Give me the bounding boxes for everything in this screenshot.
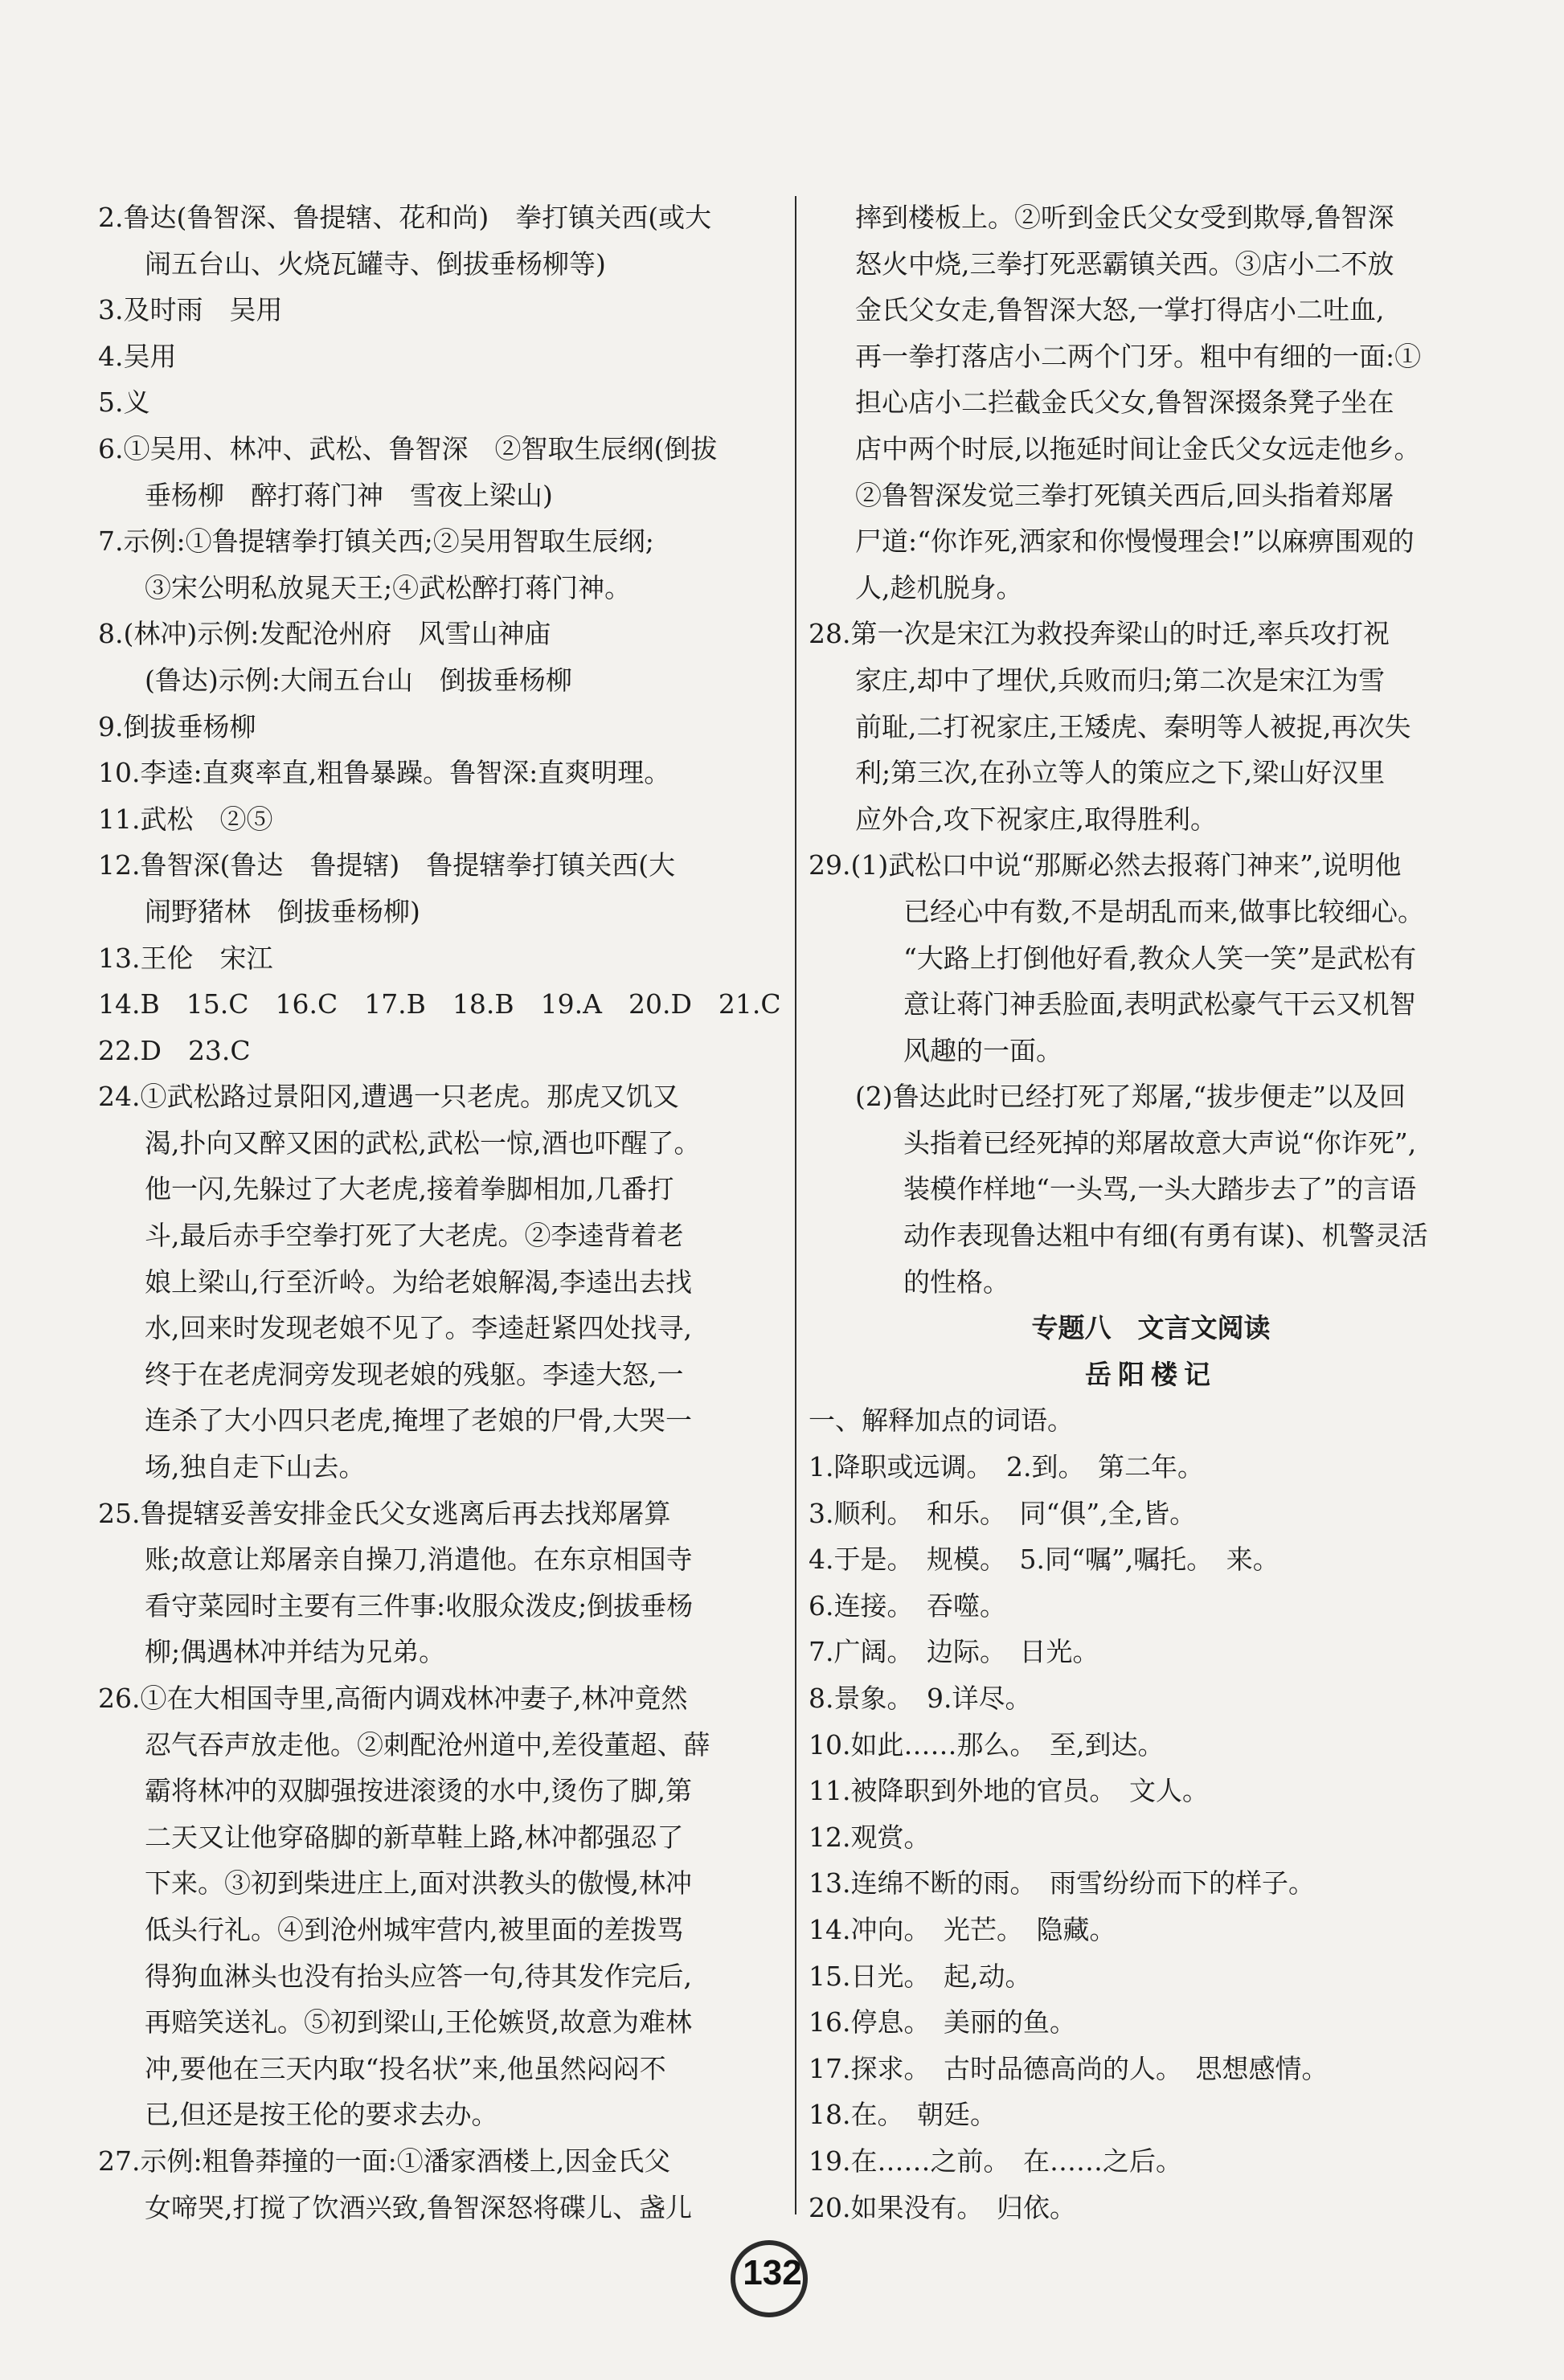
text-line: 账;故意让郑屠亲自操刀,消遣他。在东京相国寺 — [145, 1544, 693, 1576]
text-line: 3.顺利。 和乐。 同“俱”,全,皆。 — [809, 1497, 1197, 1529]
text-line: 看守菜园时主要有三件事:收服众泼皮;倒拔垂杨 — [145, 1589, 694, 1621]
text-line: 闹野猪林 倒拔垂杨柳) — [145, 895, 420, 927]
text-line: 霸将林冲的双脚强按进滚烫的水中,烫伤了脚,第 — [145, 1775, 692, 1807]
text-line: 13.连绵不断的雨。 雨雪纷纷而下的样子。 — [809, 1867, 1315, 1900]
text-line: 的性格。 — [903, 1266, 1009, 1298]
text-line: 7.广阔。 边际。 日光。 — [809, 1636, 1099, 1668]
text-line: 头指着已经死掉的郑屠故意大声说“你诈死”, — [903, 1127, 1417, 1159]
text-line: 家庄,却中了埋伏,兵败而归;第二次是宋江为雪 — [855, 664, 1386, 696]
text-line: 17.探求。 古时品德高尚的人。 思想感情。 — [809, 2052, 1329, 2084]
text-line: 11.被降职到外地的官员。 文人。 — [809, 1775, 1209, 1807]
text-line: 10.李逵:直爽率直,粗鲁暴躁。鲁智深:直爽明理。 — [98, 757, 671, 789]
text-line: 应外合,攻下祝家庄,取得胜利。 — [855, 803, 1217, 835]
text-line: 16.停息。 美丽的鱼。 — [809, 2006, 1076, 2039]
text-line: 25.鲁提辖妥善安排金氏父女逃离后再去找郑屠算 — [98, 1497, 671, 1529]
text-line: 再一拳打落店小二两个门牙。粗中有细的一面:① — [855, 340, 1422, 372]
right-column — [809, 194, 1493, 2231]
text-line: 一、解释加点的词语。 — [809, 1405, 1074, 1437]
text-line: 得狗血淋头也没有抬头应答一句,待其发作完后, — [145, 1960, 692, 1992]
text-line: 10.如此……那么。 至,到达。 — [809, 1728, 1165, 1760]
text-line: 斗,最后赤手空拳打死了大老虎。②李逵背着老 — [145, 1220, 684, 1252]
text-line: (鲁达)示例:大闹五台山 倒拔垂杨柳 — [145, 664, 572, 696]
text-line: 忍气吞声放走他。②刺配沧州道中,差役董超、薛 — [145, 1728, 710, 1760]
text-line: 尸道:“你诈死,洒家和你慢慢理会!”以麻痹围观的 — [855, 525, 1415, 558]
text-line: 24.①武松路过景阳冈,遭遇一只老虎。那虎又饥又 — [98, 1081, 679, 1113]
text-line: 下来。③初到柴进庄上,面对洪教头的傲慢,林冲 — [145, 1867, 692, 1900]
text-line: 19.在……之前。 在……之后。 — [809, 2145, 1182, 2177]
text-line: 22.D 23.C — [98, 1034, 251, 1066]
text-line: 柳;偶遇林冲并结为兄弟。 — [145, 1636, 446, 1668]
section-heading: 岳阳楼记 — [1085, 1358, 1217, 1390]
text-line: 风趣的一面。 — [903, 1034, 1062, 1066]
text-line: 27.示例:粗鲁莽撞的一面:①潘家酒楼上,因金氏父 — [98, 2145, 671, 2177]
text-line: 垂杨柳 醉打蒋门神 雪夜上梁山) — [145, 479, 553, 511]
text-line: 14.B 15.C 16.C 17.B 18.B 19.A 20.D 21.C — [98, 988, 781, 1020]
text-line: 29.(1)武松口中说“那厮必然去报蒋门神来”,说明他 — [809, 849, 1402, 881]
text-line: 14.冲向。 光芒。 隐藏。 — [809, 1913, 1116, 1945]
text-line: 15.日光。 起,动。 — [809, 1960, 1032, 1992]
text-line: 7.示例:①鲁提辖拳打镇关西;②吴用智取生辰纲; — [98, 525, 654, 558]
text-line: 已经心中有数,不是胡乱而来,做事比较细心。 — [903, 895, 1424, 927]
text-line: 娘上梁山,行至沂岭。为给老娘解渴,李逵出去找 — [145, 1266, 692, 1298]
text-line: 渴,扑向又醉又困的武松,武松一惊,酒也吓醒了。 — [145, 1127, 701, 1159]
section-heading: 专题八 文言文阅读 — [1031, 1312, 1271, 1344]
text-line: 8.景象。 9.详尽。 — [809, 1683, 1032, 1714]
text-line: 5.义 — [98, 386, 150, 419]
text-line: 18.在。 朝廷。 — [809, 2099, 997, 2131]
text-line: 6.①吴用、林冲、武松、鲁智深 ②智取生辰纲(倒拔 — [98, 432, 718, 464]
text-line: 9.倒拔垂杨柳 — [98, 710, 256, 742]
column-divider — [795, 196, 796, 2214]
text-line: 26.①在大相国寺里,高衙内调戏林冲妻子,林冲竟然 — [98, 1683, 688, 1714]
text-line: 场,独自走下山去。 — [145, 1451, 366, 1483]
page-number-badge — [731, 2240, 816, 2317]
text-line: 12.鲁智深(鲁达 鲁提辖) 鲁提辖拳打镇关西(大 — [98, 849, 676, 881]
text-line: 28.第一次是宋江为救投奔梁山的时迁,率兵攻打祝 — [809, 618, 1390, 650]
text-line: 金氏父女走,鲁智深大怒,一掌打得店小二吐血, — [855, 294, 1385, 326]
text-line: 已,但还是按王伦的要求去办。 — [145, 2099, 498, 2131]
text-line: 担心店小二拦截金氏父女,鲁智深掇条凳子坐在 — [855, 386, 1394, 419]
text-line: 20.如果没有。 归依。 — [809, 2191, 1076, 2223]
text-line: 2.鲁达(鲁智深、鲁提辖、花和尚) 拳打镇关西(或大 — [98, 202, 712, 233]
text-line: 再赔笑送礼。⑤初到梁山,王伦嫉贤,故意为难林 — [145, 2006, 692, 2039]
text-line: 女啼哭,打搅了饮酒兴致,鲁智深怒将碟儿、盏儿 — [145, 2191, 692, 2223]
text-line: (2)鲁达此时已经打死了郑屠,“拔步便走”以及回 — [855, 1081, 1406, 1113]
text-line: 12.观赏。 — [809, 1821, 931, 1853]
text-line: 13.王伦 宋江 — [98, 942, 273, 974]
text-line: 动作表现鲁达粗中有细(有勇有谋)、机警灵活 — [903, 1220, 1428, 1252]
text-line: 利;第三次,在孙立等人的策应之下,梁山好汉里 — [855, 757, 1386, 789]
text-line: 4.于是。 规模。 5.同“嘱”,嘱托。 来。 — [809, 1544, 1279, 1576]
text-line: 店中两个时辰,以拖延时间让金氏父女远走他乡。 — [855, 432, 1421, 464]
text-line: ②鲁智深发觉三拳打死镇关西后,回头指着郑屠 — [855, 479, 1394, 511]
text-line: 水,回来时发现老娘不见了。李逵赶紧四处找寻, — [145, 1312, 692, 1344]
text-line: 11.武松 ②⑤ — [98, 803, 273, 835]
text-line: “大路上打倒他好看,教众人笑一笑”是武松有 — [903, 942, 1417, 974]
text-line: 意让蒋门神丢脸面,表明武松豪气干云又机智 — [903, 988, 1416, 1020]
text-line: 低头行礼。④到沧州城牢营内,被里面的差拨骂 — [145, 1913, 684, 1945]
text-line: 1.降职或远调。 2.到。 第二年。 — [809, 1451, 1204, 1483]
text-line: 连杀了大小四只老虎,掩埋了老娘的尸骨,大哭一 — [145, 1405, 692, 1437]
text-line: 他一闪,先躲过了大老虎,接着拳脚相加,几番打 — [145, 1173, 674, 1205]
text-line: ③宋公明私放晁天王;④武松醉打蒋门神。 — [145, 571, 632, 603]
text-line: 6.连接。 吞噬。 — [809, 1589, 1006, 1621]
text-line: 怒火中烧,三拳打死恶霸镇关西。③店小二不放 — [855, 247, 1394, 280]
text-line: 4.吴用 — [98, 340, 177, 372]
text-line: 冲,要他在三天内取“投名状”来,他虽然闷闷不 — [145, 2052, 666, 2084]
text-line: 闹五台山、火烧瓦罐寺、倒拔垂杨柳等) — [145, 247, 606, 280]
text-line: 终于在老虎洞旁发现老娘的残躯。李逵大怒,一 — [145, 1358, 684, 1390]
text-line: 8.(林冲)示例:发配沧州府 风雪山神庙 — [98, 618, 551, 650]
text-line: 3.及时雨 吴用 — [98, 294, 283, 326]
text-line: 前耻,二打祝家庄,王矮虎、秦明等人被捉,再次失 — [855, 710, 1411, 742]
left-column — [98, 194, 783, 2231]
text-line: 人,趁机脱身。 — [855, 571, 1023, 603]
text-line: 摔到楼板上。②听到金氏父女受到欺辱,鲁智深 — [855, 202, 1394, 233]
text-line: 二天又让他穿硌脚的新草鞋上路,林冲都强忍了 — [145, 1821, 684, 1853]
page-number: 132 — [743, 2253, 802, 2292]
text-line: 装模作样地“一头骂,一头大踏步去了”的言语 — [903, 1173, 1417, 1205]
